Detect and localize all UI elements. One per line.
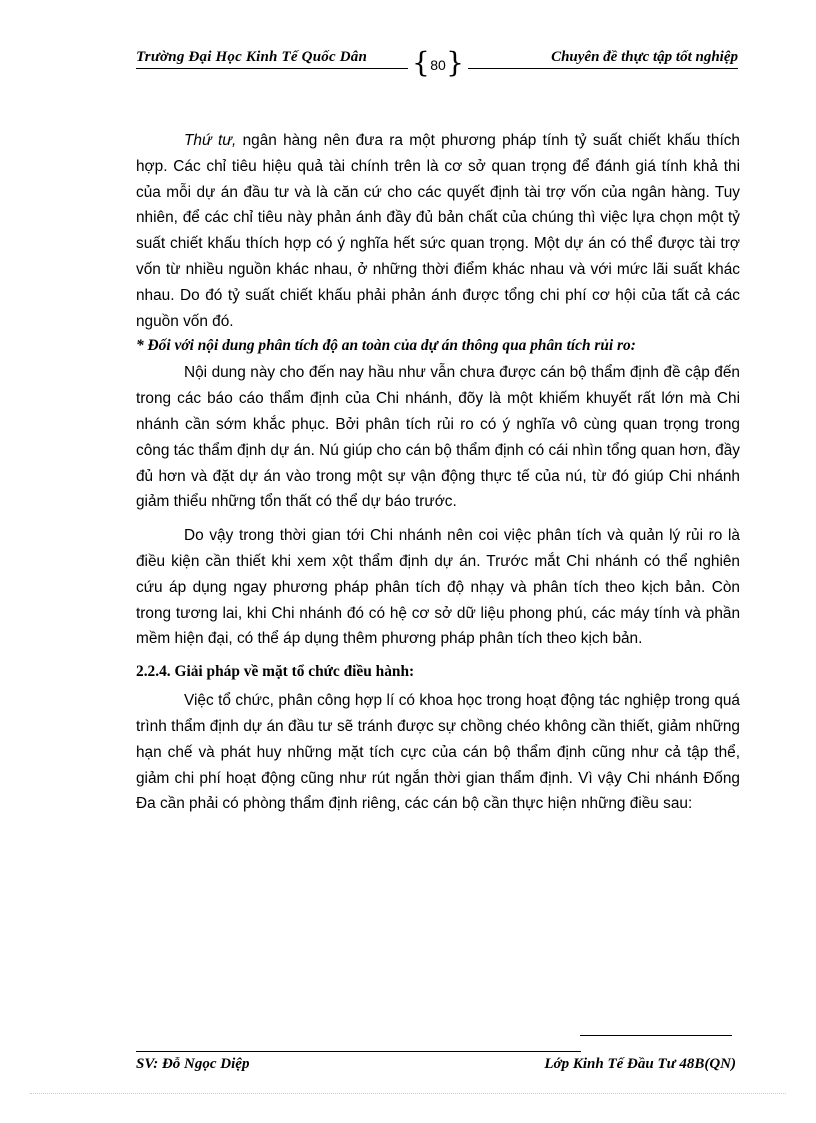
header-title: Chuyên đề thực tập tốt nghiệp bbox=[551, 49, 738, 65]
right-brace-glyph: } bbox=[446, 46, 464, 79]
page-number-box bbox=[412, 48, 464, 80]
footer-rule bbox=[136, 1051, 581, 1052]
body-content bbox=[136, 128, 740, 825]
left-brace-glyph: { bbox=[412, 46, 430, 79]
paragraph-1-lead: Thứ tư, bbox=[184, 132, 237, 149]
page-header bbox=[136, 44, 738, 84]
paragraph-1-text: ngân hàng nên đưa ra một phương pháp tính tỷ suất chiết khấu thích hợp. Các chỉ tiêu hiệu quả tài chính trên là cơ sở quan trọng để đánh giá tính khả thi của mỗi dự án đầu tư và là căn cứ cho các quyết định tài trợ vốn của ngân hàng. Tuy nhiên, để các chỉ tiêu này phản ánh đầy đủ bản chất của chúng thì việc lựa chọn một tỷ suất chiết khấu thích hợp có ý nghĩa hết sức quan trọng. Một dự án có thể được tài trợ vốn từ nhiều nguồn khác nhau, ở những thời điểm khác nhau và với mức lãi suất khác nhau. Do đó tỷ suất chiết khấu phải phản ánh được tổng chi phí cơ hội của tất cả các nguồn vốn đó. bbox=[136, 132, 740, 330]
risk-analysis-subheading: * Đối với nội dung phân tích độ an toàn của dự án thông qua phân tích rủi ro: bbox=[136, 337, 636, 355]
page-number: 80 bbox=[430, 57, 446, 73]
paragraph-4: Việc tổ chức, phân công hợp lí có khoa học trong hoạt động tác nghiệp trong quá trình thẩm định dự án đầu tư sẽ tránh được sự chồng chéo không cần thiết, giảm những hạn chế và phát huy những mặt tích cực của cán bộ thẩm định cũng như cả tập thể, giảm chi phí hoạt động cũng như rút ngắn thời gian thẩm định. Vì vậy Chi nhánh Đống Đa cần phải có phòng thẩm định riêng, các cán bộ cần thực hiện những điều sau: bbox=[136, 692, 740, 813]
paragraph-1 bbox=[136, 128, 740, 334]
paragraph-2: Nội dung này cho đến nay hầu như vẫn chưa được cán bộ thẩm định đề cập đến trong các báo cáo thẩm định của Chi nhánh, đõy là một khiếm khuyết rất lớn mà Chi nhánh cần sớm khắc phục. Bởi phân tích rủi ro có ý nghĩa vô cùng quan trọng trong công tác thẩm định dự án. Nú giúp cho cán bộ thẩm định có cái nhìn tổng quan hơn, đầy đủ hơn và đặt dự án vào trong một sự vận động thực tế của nú, từ đó giúp Chi nhánh giảm thiểu những tổn thất có thể dự báo trước. bbox=[136, 364, 740, 511]
paragraph-3: Do vậy trong thời gian tới Chi nhánh nên coi việc phân tích và quản lý rủi ro là điều kiện cần thiết khi xem xột thẩm định dự án. Trước mắt Chi nhánh có thể nghiên cứu áp dụng ngay phương pháp phân tích độ nhạy và phân tích theo kịch bản. Còn trong tương lai, khi Chi nhánh đó có hệ cơ sở dữ liệu phong phú, các máy tính và phần mềm hiện đại, có thể áp dụng thêm phương pháp phân tích theo kịch bản. bbox=[136, 527, 740, 648]
page-bottom-border bbox=[30, 1093, 786, 1094]
header-left-rule bbox=[136, 68, 408, 69]
footer-class: Lớp Kinh Tế Đầu Tư 48B(QN) bbox=[544, 1056, 736, 1072]
section-heading: 2.2.4. Giải pháp về mặt tổ chức điều hành: bbox=[136, 663, 415, 681]
header-right-rule bbox=[468, 68, 738, 69]
header-school: Trường Đại Học Kinh Tế Quốc Dân bbox=[136, 49, 368, 65]
footer-student: SV: Đỗ Ngọc Diệp bbox=[136, 1056, 250, 1072]
footer-short-rule bbox=[580, 1035, 732, 1036]
